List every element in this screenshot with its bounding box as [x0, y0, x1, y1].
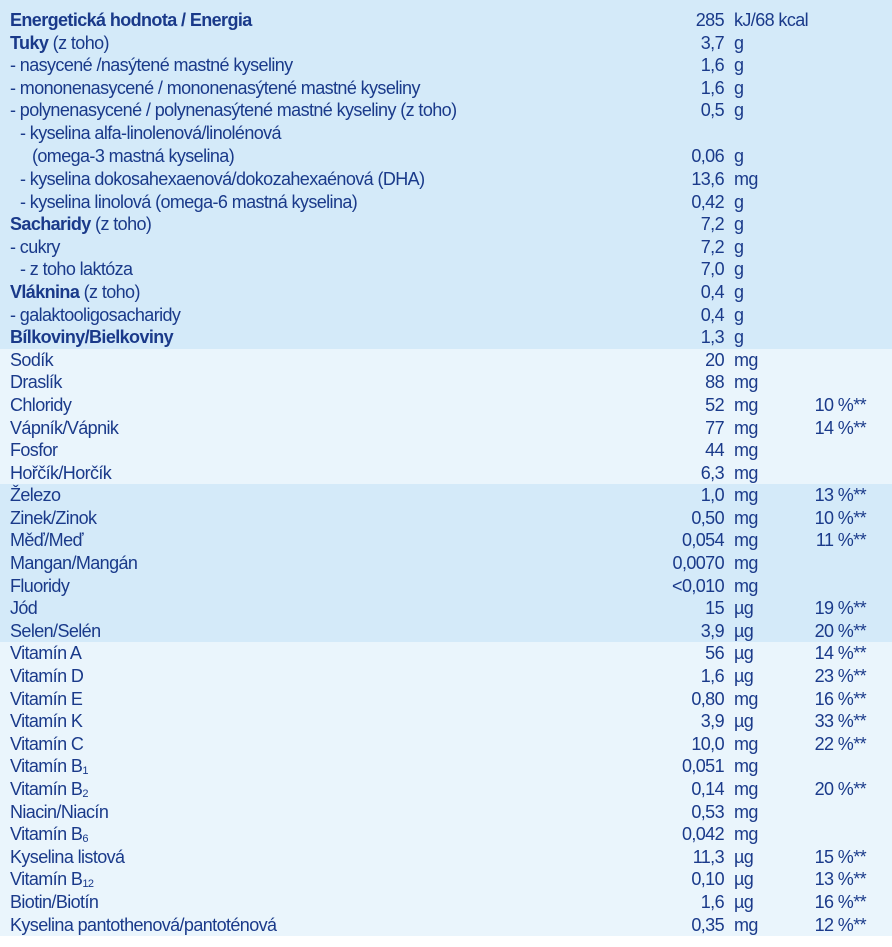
nutrient-name: Mangan/Mangán — [10, 553, 138, 574]
nutrient-name: Měď/Meď — [10, 530, 83, 551]
protein-label: Bílkoviny/Bielkoviny — [10, 327, 174, 348]
nutrient-value: 0,35 — [691, 914, 724, 935]
nutrient-percent: 22 %** — [814, 733, 866, 754]
table-row — [0, 710, 892, 733]
carbs-value: 7,2 — [700, 214, 724, 235]
nutrient-value: 0,042 — [681, 824, 724, 845]
carbs-label-rest: (z toho) — [90, 214, 152, 235]
nutrient-percent: 16 %** — [814, 891, 866, 912]
row-gos — [0, 304, 892, 327]
saturated-value: 1,6 — [700, 55, 724, 76]
nutrient-percent: 10 %** — [814, 507, 866, 528]
energy-unit: kJ/68 kcal — [734, 10, 809, 30]
row-la — [0, 191, 892, 214]
protein-unit: g — [734, 327, 744, 348]
nutrient-value: 15 — [705, 598, 724, 619]
nutrient-unit: mg — [734, 575, 758, 596]
row-poly — [0, 99, 892, 122]
nutrient-unit: mg — [734, 779, 758, 799]
dha-value: 13,6 — [691, 168, 724, 189]
nutrient-unit: mg — [734, 417, 758, 438]
fats-unit: g — [734, 32, 744, 53]
nutrient-name: Fluoridy — [10, 575, 70, 596]
nutrient-name: Selen/Selén — [10, 620, 101, 641]
gos-value: 0,4 — [700, 304, 724, 325]
nutrient-name: Železo — [10, 485, 61, 506]
table-row — [0, 733, 892, 756]
row-energy — [0, 9, 892, 32]
section-minerals-2 — [0, 484, 892, 642]
row-fats — [0, 32, 892, 55]
nutrient-name: Vitamín D — [10, 666, 84, 687]
nutrient-name: Vitamín $B_6$ — [10, 824, 88, 846]
nutrient-unit: mg — [734, 914, 758, 935]
nutrient-name: Sodík — [10, 349, 54, 370]
lactose-value: 7,0 — [700, 259, 724, 280]
table-row — [0, 484, 892, 507]
nutrient-name: Vitamín $B_2$ — [10, 779, 88, 800]
nutrient-value: 1,6 — [700, 891, 724, 912]
energy-value: 285 — [695, 10, 724, 30]
table-row — [0, 868, 892, 891]
nutrient-value: 0,054 — [681, 530, 724, 551]
mono-unit: g — [734, 77, 744, 98]
nutrient-value: 1,0 — [700, 485, 724, 506]
protein-value: 1,3 — [700, 327, 724, 348]
nutrient-name: Vápník/Vápnik — [10, 417, 119, 438]
poly-label: - polynenasycené / polynenasýtené mastné kyseliny (z toho) — [10, 100, 457, 121]
nutrient-value: 52 — [705, 394, 724, 415]
nutrient-unit: mg — [734, 440, 758, 461]
nutrient-unit: µg — [734, 846, 754, 867]
sugars-unit: g — [734, 236, 744, 257]
nutrient-percent: 20 %** — [814, 779, 866, 799]
sugars-value: 7,2 — [700, 236, 724, 257]
nutrient-value: 0,051 — [681, 756, 724, 777]
nutrient-name: Chloridy — [10, 394, 72, 415]
nutrient-value: 1,6 — [700, 666, 724, 687]
gos-unit: g — [734, 304, 744, 325]
nutrient-percent: 15 %** — [814, 846, 866, 867]
fats-value: 3,7 — [700, 32, 724, 53]
nutrient-value: 0,50 — [691, 507, 724, 528]
nutrient-name: Kyselina pantothenová/pantoténová — [10, 914, 277, 935]
nutrient-value: 0,80 — [691, 688, 724, 709]
table-row — [0, 417, 892, 440]
ala-label-line2: (omega-3 mastná kyselina) — [32, 145, 235, 166]
carbs-label: Sacharidy — [10, 214, 91, 235]
nutrient-name: Niacin/Niacín — [10, 801, 109, 822]
nutrient-value: 3,9 — [700, 620, 724, 641]
saturated-unit: g — [734, 55, 744, 76]
nutrient-unit: mg — [734, 530, 758, 551]
nutrient-name: Kyselina listová — [10, 846, 125, 867]
nutrient-value: 0,53 — [691, 801, 724, 822]
table-row — [0, 597, 892, 620]
nutrient-value: 0,10 — [691, 869, 724, 890]
row-carbs — [0, 213, 892, 236]
nutrient-unit: mg — [734, 507, 758, 528]
nutrient-value: <0,010 — [672, 575, 724, 596]
nutrient-unit: mg — [734, 349, 758, 370]
nutrient-unit: µg — [734, 643, 754, 664]
nutrient-unit: mg — [734, 553, 758, 574]
nutrient-name: Vitamín K — [10, 711, 83, 732]
nutrient-name: Zinek/Zinok — [10, 507, 97, 528]
row-sugars — [0, 236, 892, 259]
fibre-unit: g — [734, 281, 744, 302]
table-row — [0, 846, 892, 869]
nutrient-value: 88 — [705, 372, 724, 393]
table-row — [0, 439, 892, 462]
row-lactose — [0, 258, 892, 281]
nutrient-unit: mg — [734, 688, 758, 709]
nutrient-unit: mg — [734, 801, 758, 822]
nutrient-percent: 12 %** — [814, 914, 866, 935]
nutrient-unit: mg — [734, 394, 758, 415]
poly-unit: g — [734, 100, 744, 121]
la-unit: g — [734, 191, 744, 212]
lactose-label: - z toho laktóza — [20, 259, 133, 280]
table-row — [0, 371, 892, 394]
table-row — [0, 914, 892, 937]
fats-label: Tuky — [10, 32, 49, 53]
nutrient-percent: 13 %** — [814, 869, 866, 890]
nutrient-value: 3,9 — [700, 711, 724, 732]
row-ala — [0, 122, 892, 168]
nutrient-unit: µg — [734, 620, 754, 641]
nutrient-name: Biotin/Biotín — [10, 891, 99, 912]
fats-label-rest: (z toho) — [48, 32, 109, 53]
nutrient-percent: 14 %** — [814, 417, 866, 438]
mono-value: 1,6 — [700, 77, 724, 98]
table-row — [0, 529, 892, 552]
poly-value: 0,5 — [700, 100, 724, 121]
table-row — [0, 823, 892, 846]
row-mono — [0, 77, 892, 100]
nutrient-name: Draslík — [10, 372, 62, 393]
table-row — [0, 394, 892, 417]
nutrient-name: Vitamín E — [10, 688, 83, 709]
table-row — [0, 575, 892, 598]
nutrient-percent: 19 %** — [814, 598, 866, 619]
table-row — [0, 891, 892, 914]
sugars-label: - cukry — [10, 236, 60, 257]
ala-label-line1: - kyselina alfa-linolenová/linolénová — [20, 122, 281, 143]
saturated-label: - nasycené /nasýtené mastné kyseliny — [10, 55, 293, 76]
table-row — [0, 552, 892, 575]
la-label: - kyselina linolová (omega-6 mastná kyselina) — [20, 191, 358, 212]
row-saturated — [0, 54, 892, 77]
nutrient-percent: 20 %** — [814, 620, 866, 641]
table-row — [0, 755, 892, 778]
section-minerals-1 — [0, 349, 892, 485]
table-row — [0, 688, 892, 711]
nutrient-unit: mg — [734, 756, 758, 777]
lactose-unit: g — [734, 259, 744, 280]
nutrient-value: 0,14 — [691, 779, 724, 799]
table-row — [0, 349, 892, 372]
nutrient-unit: µg — [734, 598, 754, 619]
nutrient-percent: 33 %** — [814, 711, 866, 732]
table-row — [0, 778, 892, 801]
fibre-label: Vláknina — [10, 281, 80, 302]
nutrient-value: 44 — [705, 440, 724, 461]
nutrient-unit: mg — [734, 485, 758, 506]
ala-value: 0,06 — [691, 145, 724, 166]
section-vitamins — [0, 642, 892, 936]
nutrient-value: 20 — [705, 349, 724, 370]
nutrient-name: Vitamín C — [10, 733, 84, 754]
dha-label: - kyselina dokosahexaenová/dokozahexaénová (DHA) — [20, 168, 425, 189]
fibre-value: 0,4 — [700, 281, 724, 302]
nutrient-name: Hořčík/Horčík — [10, 462, 112, 483]
row-fibre — [0, 281, 892, 304]
row-dha — [0, 168, 892, 191]
table-row — [0, 462, 892, 485]
nutrient-value: 56 — [705, 643, 724, 664]
mono-label: - mononenasycené / mononenasýtené mastné kyseliny — [10, 77, 420, 98]
nutrient-unit: µg — [734, 711, 754, 732]
nutrient-unit: mg — [734, 733, 758, 754]
table-row — [0, 620, 892, 643]
nutrient-percent: 23 %** — [814, 666, 866, 687]
table-row — [0, 665, 892, 688]
nutrient-value: 11,3 — [692, 846, 724, 867]
section-macronutrients — [0, 0, 892, 349]
nutrient-name: Vitamín A — [10, 643, 82, 664]
nutrient-unit: µg — [734, 869, 754, 890]
nutrient-value: 10,0 — [691, 733, 724, 754]
nutrient-percent: 11 %** — [815, 530, 866, 551]
gos-label: - galaktooligosacharidy — [10, 304, 181, 325]
nutrient-percent: 10 %** — [814, 394, 866, 415]
nutrient-name: Jód — [10, 598, 38, 619]
row-protein — [0, 326, 892, 349]
nutrient-name: Vitamín $B_1$ — [10, 756, 88, 778]
nutrient-name: Vitamín $B_{12}$ — [10, 869, 94, 891]
fibre-label-rest: (z toho) — [79, 281, 140, 302]
nutrient-percent: 13 %** — [814, 485, 866, 506]
table-row — [0, 642, 892, 665]
la-value: 0,42 — [691, 191, 724, 212]
energy-label: Energetická hodnota / Energia — [10, 10, 252, 30]
carbs-unit: g — [734, 214, 744, 235]
ala-unit: g — [734, 145, 744, 166]
nutrient-percent: 16 %** — [814, 688, 866, 709]
table-row — [0, 801, 892, 824]
nutrient-unit: mg — [734, 372, 758, 393]
nutrient-unit: mg — [734, 824, 758, 845]
nutrient-name: Fosfor — [10, 440, 58, 461]
nutrient-percent: 14 %** — [814, 643, 866, 664]
dha-unit: mg — [734, 168, 758, 189]
nutrient-unit: µg — [734, 891, 754, 912]
nutrient-value: 77 — [705, 417, 724, 438]
table-row — [0, 507, 892, 530]
nutrient-unit: mg — [734, 462, 758, 483]
nutrient-unit: µg — [734, 666, 754, 687]
nutrient-value: 6,3 — [700, 462, 724, 483]
nutrient-value: 0,0070 — [672, 553, 724, 574]
